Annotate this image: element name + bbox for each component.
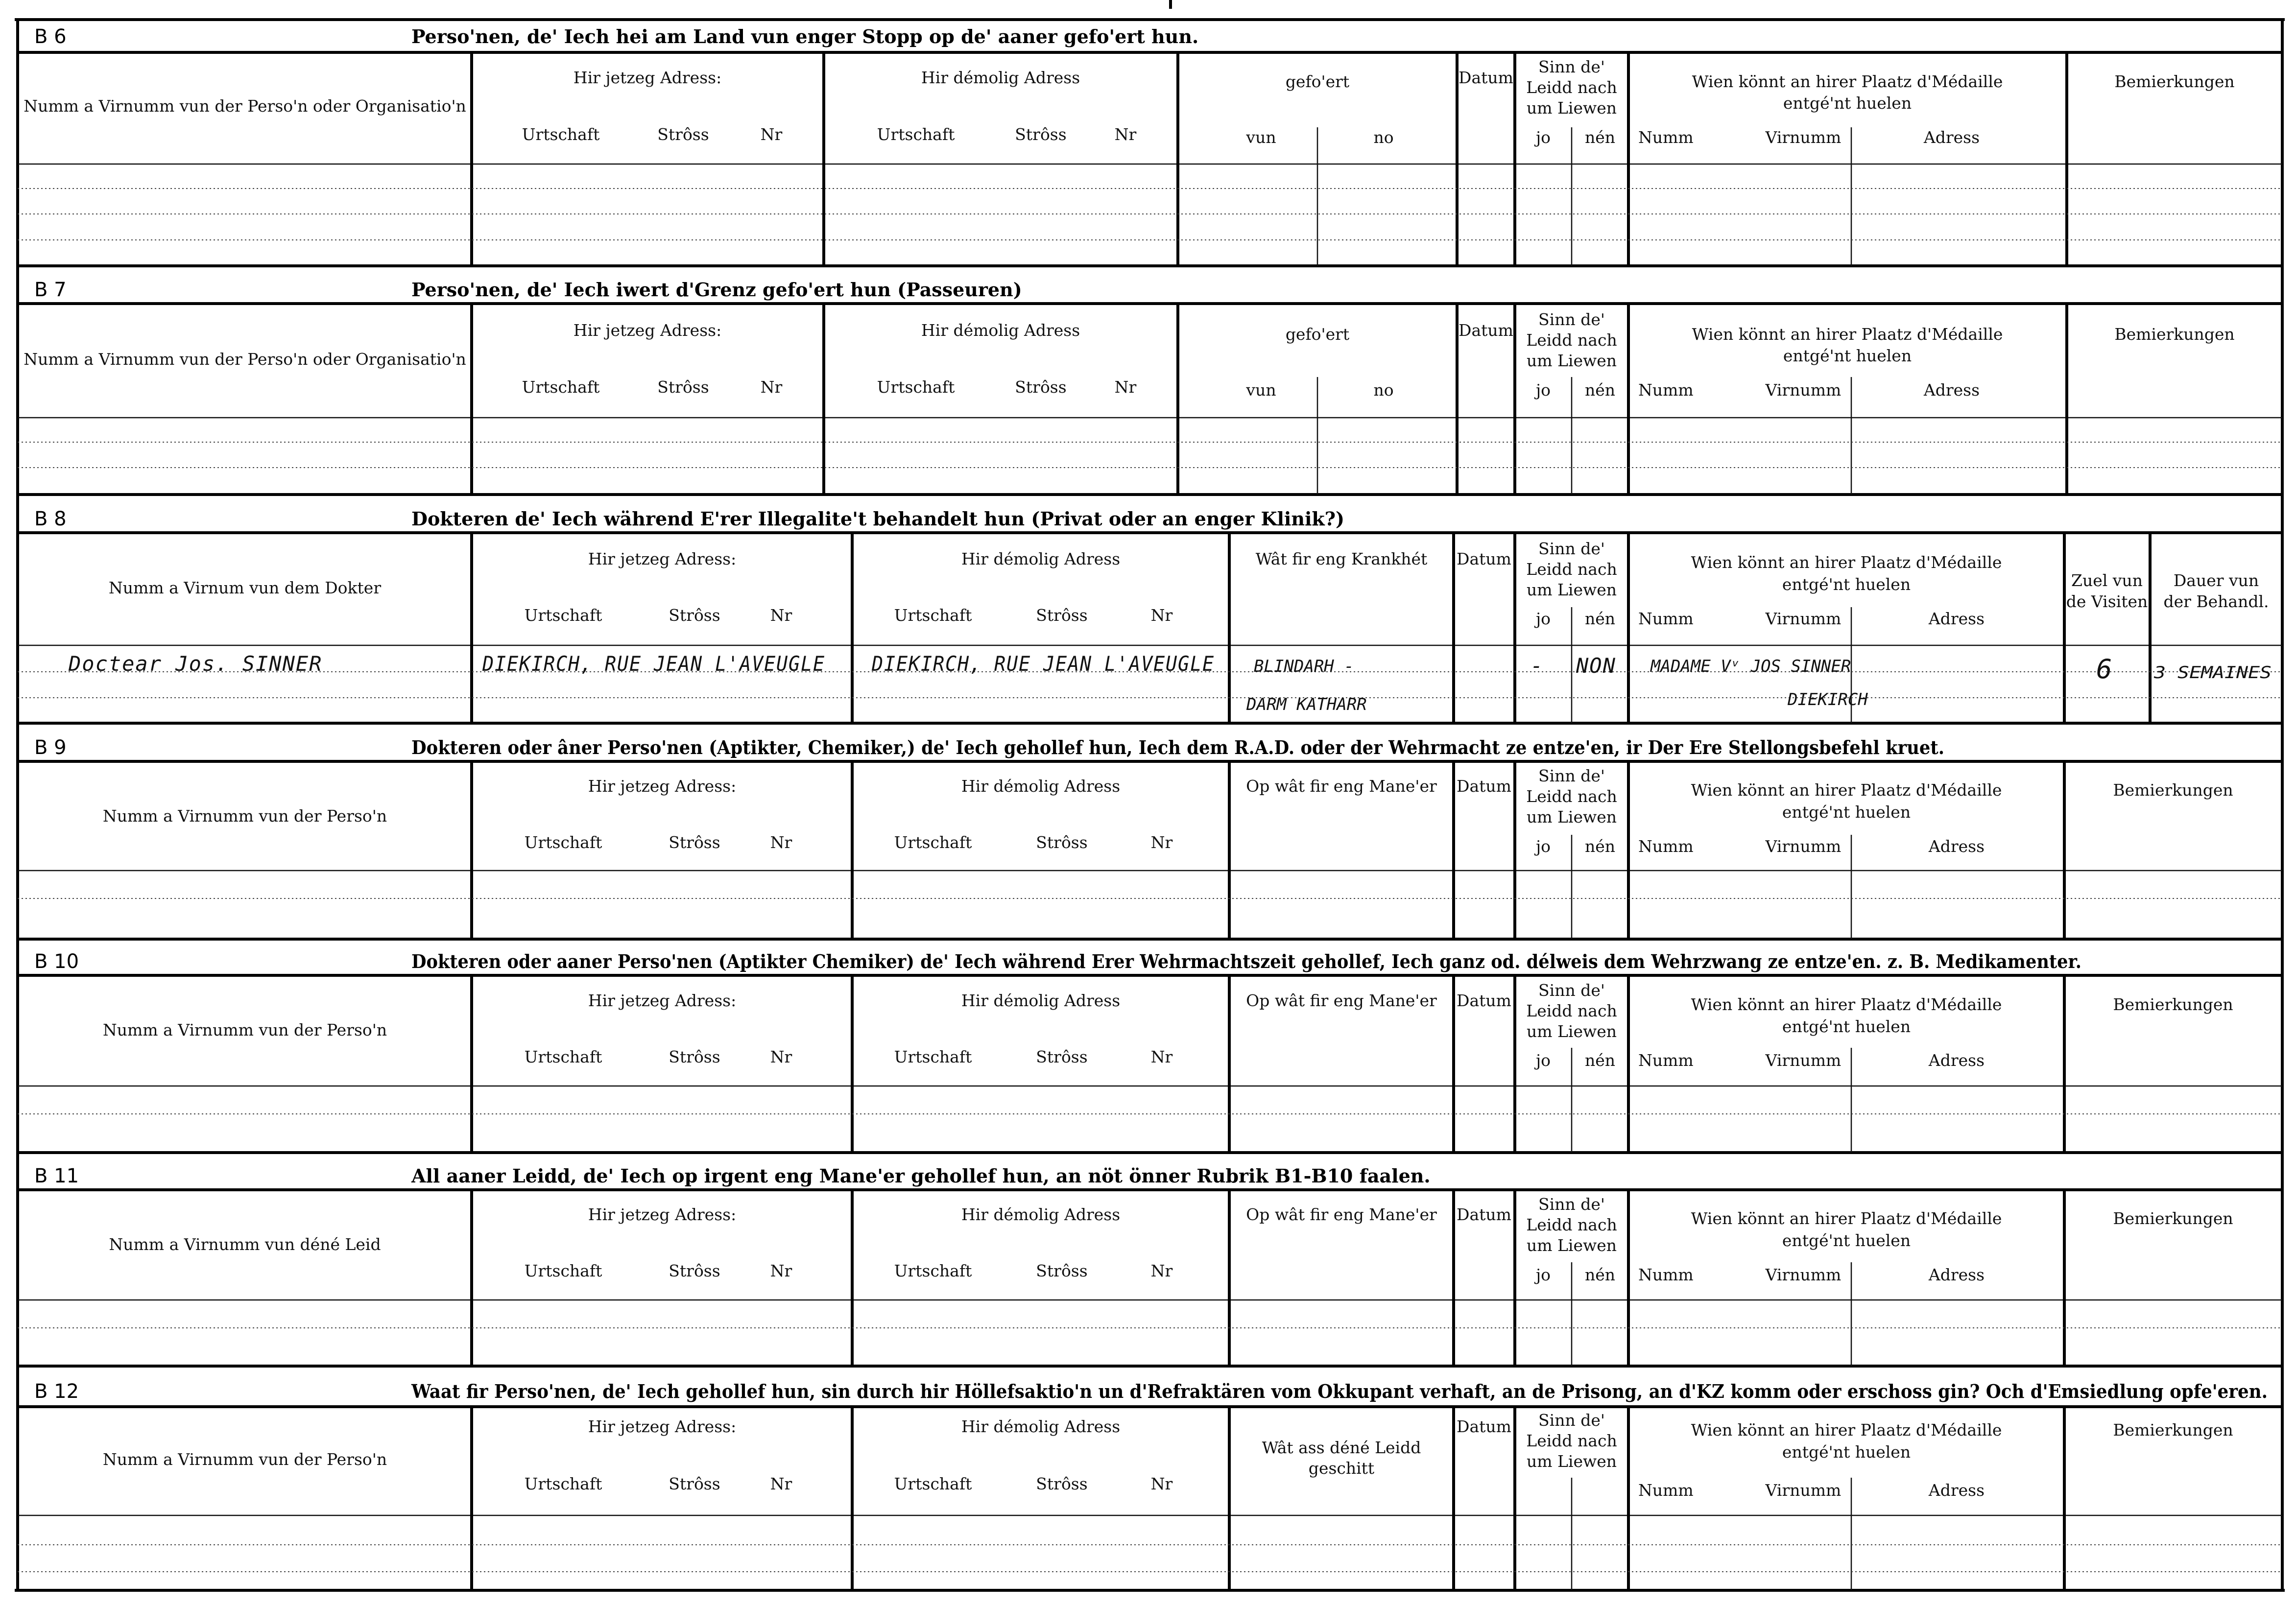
section-b6 bbox=[18, 25, 2282, 266]
svg-text:no: no bbox=[1373, 380, 1394, 400]
svg-text:Nr: Nr bbox=[1114, 378, 1137, 397]
section-title: Dokteren oder âner Perso'nen (Aptikter, Chemiker,) de' Iech gehollef hun, Iech dem R.A.D. oder der Wehrmacht ze entze'en, ir Der Ere Stellongsbefehl kruet. bbox=[411, 736, 1944, 758]
svg-text:jo: jo bbox=[1535, 1051, 1551, 1070]
svg-text:entgé'nt huelen: entgé'nt huelen bbox=[1782, 802, 1911, 822]
svg-text:Hir jetzeg Adress:: Hir jetzeg Adress: bbox=[588, 1417, 737, 1436]
svg-text:Hir jetzeg Adress:: Hir jetzeg Adress: bbox=[588, 549, 737, 568]
nen-value: NON bbox=[1576, 654, 1616, 678]
svg-text:Wien könnt an hirer Plaatz d'M: Wien könnt an hirer Plaatz d'Médaille bbox=[1691, 1209, 2002, 1228]
svg-text:nén: nén bbox=[1584, 1265, 1616, 1284]
svg-text:jo: jo bbox=[1535, 609, 1551, 628]
svg-text:Virnumm: Virnumm bbox=[1765, 1481, 1842, 1500]
svg-text:um Liewen: um Liewen bbox=[1526, 1452, 1617, 1471]
svg-text:Hir démolig Adress: Hir démolig Adress bbox=[961, 777, 1121, 796]
svg-text:Hir jetzeg Adress:: Hir jetzeg Adress: bbox=[588, 1205, 737, 1224]
svg-text:Leidd nach: Leidd nach bbox=[1526, 1001, 1617, 1020]
svg-text:gefo'ert: gefo'ert bbox=[1285, 72, 1350, 91]
svg-text:Hir jetzeg Adress:: Hir jetzeg Adress: bbox=[573, 68, 722, 87]
svg-text:Numm a Virnumm vun der Perso'n: Numm a Virnumm vun der Perso'n oder Organisatio'n bbox=[24, 350, 466, 369]
svg-text:Dauer vun: Dauer vun bbox=[2173, 571, 2259, 590]
svg-text:Hir démolig Adress: Hir démolig Adress bbox=[961, 1417, 1121, 1436]
svg-text:Urtschaft: Urtschaft bbox=[894, 833, 972, 852]
svg-text:Adress: Adress bbox=[1923, 380, 1980, 400]
doctor-name: Doctear Jos. SINNER bbox=[69, 652, 323, 676]
section-title: Dokteren oder aaner Perso'nen (Aptikter Chemiker) de' Iech während Erer Wehrmachtszeit gehollef, Iech ganz od. délweis dem Wehrzwang ze entze'en. z. B. Medikamenter. bbox=[411, 950, 2081, 972]
svg-text:Datum: Datum bbox=[1457, 991, 1511, 1010]
svg-text:gefo'ert: gefo'ert bbox=[1285, 325, 1350, 344]
svg-text:entgé'nt huelen: entgé'nt huelen bbox=[1782, 1442, 1911, 1462]
treatment-duration: 3 SEMAINES bbox=[2153, 663, 2272, 683]
section-b9 bbox=[18, 736, 2282, 939]
svg-text:nén: nén bbox=[1584, 837, 1616, 856]
svg-text:jo: jo bbox=[1535, 128, 1551, 147]
svg-text:vun: vun bbox=[1246, 128, 1276, 147]
svg-text:Sinn de': Sinn de' bbox=[1538, 539, 1605, 558]
svg-text:de Visiten: de Visiten bbox=[2066, 592, 2148, 611]
svg-text:Zuel vun: Zuel vun bbox=[2071, 571, 2143, 590]
svg-text:Bemierkungen: Bemierkungen bbox=[2114, 325, 2235, 344]
svg-text:Urtschaft: Urtschaft bbox=[522, 125, 600, 144]
svg-text:Hir jetzeg Adress:: Hir jetzeg Adress: bbox=[588, 991, 737, 1010]
svg-text:Nr: Nr bbox=[1150, 606, 1173, 625]
svg-text:Datum: Datum bbox=[1459, 321, 1513, 340]
svg-text:um Liewen: um Liewen bbox=[1526, 807, 1617, 826]
svg-text:Wien könnt an hirer Plaatz d'M: Wien könnt an hirer Plaatz d'Médaille bbox=[1692, 325, 2003, 344]
svg-text:entgé'nt huelen: entgé'nt huelen bbox=[1782, 575, 1911, 594]
svg-text:Hir démolig Adress: Hir démolig Adress bbox=[921, 68, 1080, 87]
svg-text:Nr: Nr bbox=[770, 833, 792, 852]
svg-text:Strôss: Strôss bbox=[1036, 606, 1088, 625]
b8-handwritten-entry bbox=[68, 652, 2272, 714]
svg-text:Sinn de': Sinn de' bbox=[1538, 57, 1605, 76]
svg-text:Virnumm: Virnumm bbox=[1765, 1265, 1842, 1284]
svg-text:Hir jetzeg Adress:: Hir jetzeg Adress: bbox=[588, 777, 737, 796]
svg-text:nén: nén bbox=[1584, 609, 1616, 628]
svg-text:Strôss: Strôss bbox=[669, 606, 720, 625]
svg-text:um Liewen: um Liewen bbox=[1526, 98, 1617, 118]
name-column-header: Numm a Virnumm vun der Perso'n oder Organisatio'n bbox=[24, 96, 466, 116]
svg-text:um Liewen: um Liewen bbox=[1526, 580, 1617, 599]
svg-text:Nr: Nr bbox=[1150, 1047, 1173, 1066]
svg-text:entgé'nt huelen: entgé'nt huelen bbox=[1782, 1231, 1911, 1250]
svg-text:Wien könnt an hirer Plaatz d'M: Wien könnt an hirer Plaatz d'Médaille bbox=[1691, 780, 2002, 800]
svg-text:Leidd nach: Leidd nach bbox=[1526, 1215, 1617, 1234]
svg-text:Wien könnt an hirer Plaatz d'M: Wien könnt an hirer Plaatz d'Médaille bbox=[1691, 1420, 2002, 1440]
svg-text:Nr: Nr bbox=[1150, 833, 1173, 852]
svg-text:Strôss: Strôss bbox=[669, 833, 720, 852]
section-code: B 10 bbox=[34, 950, 79, 973]
section-code: B 8 bbox=[34, 508, 67, 530]
svg-text:Urtschaft: Urtschaft bbox=[524, 1474, 602, 1493]
svg-text:Strôss: Strôss bbox=[669, 1474, 720, 1493]
svg-text:Wien könnt an hirer Plaatz d'M: Wien könnt an hirer Plaatz d'Médaille bbox=[1691, 553, 2002, 572]
svg-text:Adress: Adress bbox=[1923, 128, 1980, 147]
section-code: B 7 bbox=[34, 279, 67, 301]
svg-text:entgé'nt huelen: entgé'nt huelen bbox=[1783, 346, 1912, 365]
svg-text:Datum: Datum bbox=[1457, 549, 1511, 568]
svg-text:Numm: Numm bbox=[1638, 609, 1694, 628]
medal-recipient-town: DIEKIRCH bbox=[1788, 690, 1868, 709]
svg-text:Urtschaft: Urtschaft bbox=[524, 606, 602, 625]
svg-text:Strôss: Strôss bbox=[1036, 833, 1088, 852]
svg-text:Datum: Datum bbox=[1457, 1417, 1511, 1436]
svg-text:Nr: Nr bbox=[770, 1261, 792, 1280]
svg-text:Sinn de': Sinn de' bbox=[1538, 766, 1605, 785]
svg-text:Urtschaft: Urtschaft bbox=[894, 1261, 972, 1280]
svg-text:Adress: Adress bbox=[1928, 609, 1985, 628]
svg-text:Leidd nach: Leidd nach bbox=[1526, 787, 1617, 806]
svg-text:Wien könnt an hirer Plaatz d'M: Wien könnt an hirer Plaatz d'Médaille bbox=[1692, 72, 2003, 91]
svg-text:Numm: Numm bbox=[1638, 1481, 1694, 1500]
svg-text:Adress: Adress bbox=[1928, 1051, 1985, 1070]
svg-text:Sinn de': Sinn de' bbox=[1538, 1411, 1605, 1430]
svg-text:Strôss: Strôss bbox=[657, 125, 709, 144]
svg-text:Strôss: Strôss bbox=[1015, 125, 1067, 144]
svg-text:Nr: Nr bbox=[760, 125, 783, 144]
svg-text:Strôss: Strôss bbox=[1036, 1261, 1088, 1280]
svg-text:Nr: Nr bbox=[1114, 125, 1137, 144]
illness-line-1: BLINDARH - bbox=[1254, 657, 1354, 676]
section-b11 bbox=[18, 1165, 2282, 1366]
svg-text:Bemierkungen: Bemierkungen bbox=[2113, 995, 2233, 1014]
svg-text:Urtschaft: Urtschaft bbox=[524, 1261, 602, 1280]
svg-text:Bemierkungen: Bemierkungen bbox=[2113, 1420, 2233, 1440]
svg-text:Strôss: Strôss bbox=[1015, 378, 1067, 397]
section-b7 bbox=[18, 279, 2282, 495]
svg-text:Hir démolig Adress: Hir démolig Adress bbox=[961, 1205, 1121, 1224]
section-code: B 12 bbox=[34, 1380, 79, 1403]
svg-text:Virnumm: Virnumm bbox=[1765, 1051, 1842, 1070]
svg-text:Sinn de': Sinn de' bbox=[1538, 981, 1605, 1000]
svg-text:nén: nén bbox=[1584, 128, 1616, 147]
svg-text:Op wât fir eng Mane'er: Op wât fir eng Mane'er bbox=[1246, 1205, 1437, 1224]
section-code: B 11 bbox=[34, 1165, 79, 1187]
svg-text:Adress: Adress bbox=[1928, 837, 1985, 856]
svg-text:vun: vun bbox=[1246, 380, 1276, 400]
svg-text:Bemierkungen: Bemierkungen bbox=[2113, 780, 2233, 800]
svg-text:Numm a Virnum vun dem Dokter: Numm a Virnum vun dem Dokter bbox=[108, 578, 382, 597]
section-code: B 6 bbox=[34, 25, 67, 48]
svg-text:Nr: Nr bbox=[1150, 1474, 1173, 1493]
section-b8 bbox=[18, 508, 2282, 723]
svg-text:entgé'nt huelen: entgé'nt huelen bbox=[1783, 94, 1912, 113]
svg-text:Leidd nach: Leidd nach bbox=[1526, 1431, 1617, 1450]
svg-text:Hir jetzeg Adress:: Hir jetzeg Adress: bbox=[573, 321, 722, 340]
svg-text:Urtschaft: Urtschaft bbox=[522, 378, 600, 397]
svg-text:Urtschaft: Urtschaft bbox=[877, 378, 955, 397]
svg-text:um Liewen: um Liewen bbox=[1526, 351, 1617, 370]
svg-text:Adress: Adress bbox=[1928, 1481, 1985, 1500]
svg-text:Strôss: Strôss bbox=[669, 1047, 720, 1066]
svg-text:Datum: Datum bbox=[1459, 68, 1513, 87]
svg-text:Virnumm: Virnumm bbox=[1765, 380, 1842, 400]
svg-text:Hir démolig Adress: Hir démolig Adress bbox=[921, 321, 1080, 340]
svg-text:der Behandl.: der Behandl. bbox=[2163, 592, 2269, 611]
svg-text:Wien könnt an hirer Plaatz d'M: Wien könnt an hirer Plaatz d'Médaille bbox=[1691, 995, 2002, 1014]
svg-text:Numm a Virnumm vun der Perso'n: Numm a Virnumm vun der Perso'n bbox=[102, 1450, 387, 1469]
svg-text:Nr: Nr bbox=[1150, 1261, 1173, 1280]
svg-text:Urtschaft: Urtschaft bbox=[524, 1047, 602, 1066]
svg-text:Strôss: Strôss bbox=[1036, 1474, 1088, 1493]
svg-text:Wât ass déné Leidd: Wât ass déné Leidd bbox=[1262, 1438, 1421, 1457]
svg-text:Urtschaft: Urtschaft bbox=[894, 1047, 972, 1066]
svg-text:Bemierkungen: Bemierkungen bbox=[2114, 72, 2235, 91]
svg-text:Op wât fir eng Mane'er: Op wât fir eng Mane'er bbox=[1246, 777, 1437, 796]
svg-text:Nr: Nr bbox=[760, 378, 783, 397]
section-title: Perso'nen, de' Iech iwert d'Grenz gefo'ert hun (Passeuren) bbox=[411, 279, 1022, 301]
svg-text:geschitt: geschitt bbox=[1308, 1459, 1375, 1478]
former-address: DIEKIRCH, RUE JEAN L'AVEUGLE bbox=[871, 652, 1215, 676]
svg-text:Numm: Numm bbox=[1638, 837, 1694, 856]
section-title: All aaner Leidd, de' Iech op irgent eng Mane'er gehollef hun, an nöt önner Rubrik B1-B10 faalen. bbox=[411, 1165, 1431, 1187]
current-address: DIEKIRCH, RUE JEAN L'AVEUGLE bbox=[482, 652, 825, 676]
svg-text:um Liewen: um Liewen bbox=[1526, 1022, 1617, 1041]
svg-text:Urtschaft: Urtschaft bbox=[894, 1474, 972, 1493]
svg-text:no: no bbox=[1373, 128, 1394, 147]
svg-text:Wât fir eng Krankhét: Wât fir eng Krankhét bbox=[1255, 549, 1428, 568]
svg-text:Nr: Nr bbox=[770, 1047, 792, 1066]
svg-text:Strôss: Strôss bbox=[1036, 1047, 1088, 1066]
svg-text:um Liewen: um Liewen bbox=[1526, 1236, 1617, 1255]
section-title: Dokteren de' Iech während E'rer Illegalite't behandelt hun (Privat oder an enger Klinik?) bbox=[411, 508, 1344, 530]
section-b10 bbox=[18, 950, 2282, 1153]
svg-text:Numm: Numm bbox=[1638, 1265, 1694, 1284]
svg-text:Datum: Datum bbox=[1457, 1205, 1511, 1224]
svg-text:Bemierkungen: Bemierkungen bbox=[2113, 1209, 2233, 1228]
svg-text:Urtschaft: Urtschaft bbox=[524, 833, 602, 852]
svg-text:Numm: Numm bbox=[1638, 1051, 1694, 1070]
svg-text:nén: nén bbox=[1584, 1051, 1616, 1070]
svg-text:Urtschaft: Urtschaft bbox=[894, 606, 972, 625]
svg-text:jo: jo bbox=[1535, 837, 1551, 856]
svg-text:Numm a Virnumm vun déné Leid: Numm a Virnumm vun déné Leid bbox=[109, 1235, 381, 1254]
svg-text:Hir démolig Adress: Hir démolig Adress bbox=[961, 549, 1121, 568]
svg-text:Urtschaft: Urtschaft bbox=[877, 125, 955, 144]
svg-text:entgé'nt huelen: entgé'nt huelen bbox=[1782, 1017, 1911, 1036]
illness-line-2: DARM KATHARR bbox=[1246, 695, 1367, 714]
svg-text:Adress: Adress bbox=[1928, 1265, 1985, 1284]
svg-text:Op wât fir eng Mane'er: Op wât fir eng Mane'er bbox=[1246, 991, 1437, 1010]
svg-text:Sinn de': Sinn de' bbox=[1538, 1195, 1605, 1214]
svg-text:Sinn de': Sinn de' bbox=[1538, 310, 1605, 329]
section-code: B 9 bbox=[34, 736, 67, 759]
svg-text:jo: jo bbox=[1535, 1265, 1551, 1284]
svg-text:Numm a Virnumm vun der Perso'n: Numm a Virnumm vun der Perso'n bbox=[102, 1020, 387, 1039]
section-title: Perso'nen, de' Iech hei am Land vun enger Stopp op de' aaner gefo'ert hun. bbox=[411, 25, 1199, 47]
svg-text:Nr: Nr bbox=[770, 606, 792, 625]
svg-text:Strôss: Strôss bbox=[669, 1261, 720, 1280]
jo-mark: - bbox=[1531, 654, 1544, 678]
svg-text:Virnumm: Virnumm bbox=[1765, 609, 1842, 628]
section-b12 bbox=[18, 1380, 2282, 1590]
svg-text:Numm: Numm bbox=[1638, 128, 1694, 147]
svg-text:Numm: Numm bbox=[1638, 380, 1694, 400]
section-title: Waat fir Perso'nen, de' Iech gehollef hun, sin durch hir Höllefsaktio'n un d'Refraktären vom Okkupant verhaft, an de Prisong, an d'KZ komm oder erschoss gin? Och d'Emsiedlung opfe'eren. bbox=[411, 1380, 2268, 1402]
svg-text:Nr: Nr bbox=[770, 1474, 792, 1493]
svg-text:Leidd nach: Leidd nach bbox=[1526, 330, 1617, 350]
svg-text:jo: jo bbox=[1535, 380, 1551, 400]
svg-text:Strôss: Strôss bbox=[657, 378, 709, 397]
svg-text:Datum: Datum bbox=[1457, 777, 1511, 796]
svg-text:nén: nén bbox=[1584, 380, 1616, 400]
svg-text:Leidd nach: Leidd nach bbox=[1526, 78, 1617, 97]
visit-count: 6 bbox=[2096, 654, 2112, 684]
medal-recipient: MADAME Vᵛ JOS SINNER bbox=[1650, 657, 1851, 676]
svg-text:Virnumm: Virnumm bbox=[1765, 837, 1842, 856]
svg-text:Virnumm: Virnumm bbox=[1765, 128, 1842, 147]
svg-text:Leidd nach: Leidd nach bbox=[1526, 560, 1617, 579]
svg-text:Numm a Virnumm vun der Perso'n: Numm a Virnumm vun der Perso'n bbox=[102, 806, 387, 826]
svg-text:Hir démolig Adress: Hir démolig Adress bbox=[961, 991, 1121, 1010]
